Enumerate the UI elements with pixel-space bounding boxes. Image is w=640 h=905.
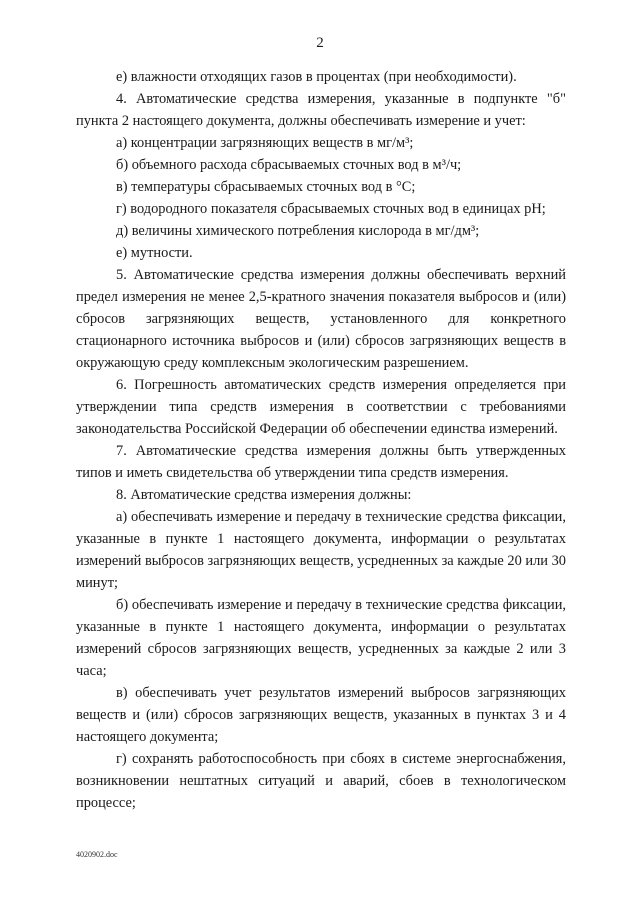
paragraph-7: 7. Автоматические средства измерения должны быть утвержденных типов и иметь свидетельства об утверждении типа средств измерения. — [76, 443, 566, 481]
document-body — [76, 66, 566, 814]
paragraph-8v: в) обеспечивать учет результатов измерений выбросов загрязняющих веществ и (или) сбросов загрязняющих веществ, указанных в пунктах 3 и 4 настоящего документа; — [76, 685, 566, 745]
paragraph-8b: б) обеспечивать измерение и передачу в технические средства фиксации, указанные в пункте 1 настоящего документа, информации о результатах измерений сбросов загрязняющих веществ, усредненных за каждые 2 или 3 часа; — [76, 597, 566, 679]
paragraph-4e-turbidity: е) мутности. — [116, 245, 193, 261]
paragraph-4d-cod: д) величины химического потребления кислорода в мг/дм³; — [116, 223, 480, 239]
paragraph-8a: а) обеспечивать измерение и передачу в технические средства фиксации, указанные в пункте 1 настоящего документа, информации о результатах измерений выбросов загрязняющих веществ, усредненных за каждые 20 или 30 минут; — [76, 509, 566, 591]
paragraph-4-intro: 4. Автоматические средства измерения, указанные в подпункте "б" пункта 2 настоящего документа, должны обеспечивать измерение и учет: — [76, 91, 566, 129]
paragraph-4b-volume-flow: б) объемного расхода сбрасываемых сточных вод в м³/ч; — [116, 157, 462, 173]
paragraph-1e-humidity: е) влажности отходящих газов в процентах (при необходимости). — [116, 69, 517, 85]
paragraph-4a-concentration: а) концентрации загрязняющих веществ в мг/м³; — [116, 135, 414, 151]
paragraph-5: 5. Автоматические средства измерения должны обеспечивать верхний предел измерения не менее 2,5-кратного значения показателя выбросов и (или) сбросов загрязняющих веществ, установленного для конкретного стационарного источника выбросов и (или) сбросов загрязняющих веществ в окружающую среду комплексным экологическим разрешением. — [76, 267, 566, 371]
paragraph-8g: г) сохранять работоспособность при сбоях в системе энергоснабжения, возникновении нештатных ситуаций и аварий, сбоев в технологическом процессе; — [76, 751, 566, 811]
paragraph-4v-temperature: в) температуры сбрасываемых сточных вод в °С; — [116, 179, 416, 195]
paragraph-8-intro: 8. Автоматические средства измерения должны: — [116, 487, 412, 503]
footer-filename: 4020902.doc — [76, 850, 118, 859]
paragraph-4g-ph: г) водородного показателя сбрасываемых сточных вод в единицах pH; — [116, 201, 546, 217]
paragraph-6: 6. Погрешность автоматических средств измерения определяется при утверждении типа средств измерения в соответствии с требованиями законодательства Российской Федерации об обеспечении единства измерений. — [76, 377, 566, 437]
page-number: 2 — [316, 35, 324, 51]
